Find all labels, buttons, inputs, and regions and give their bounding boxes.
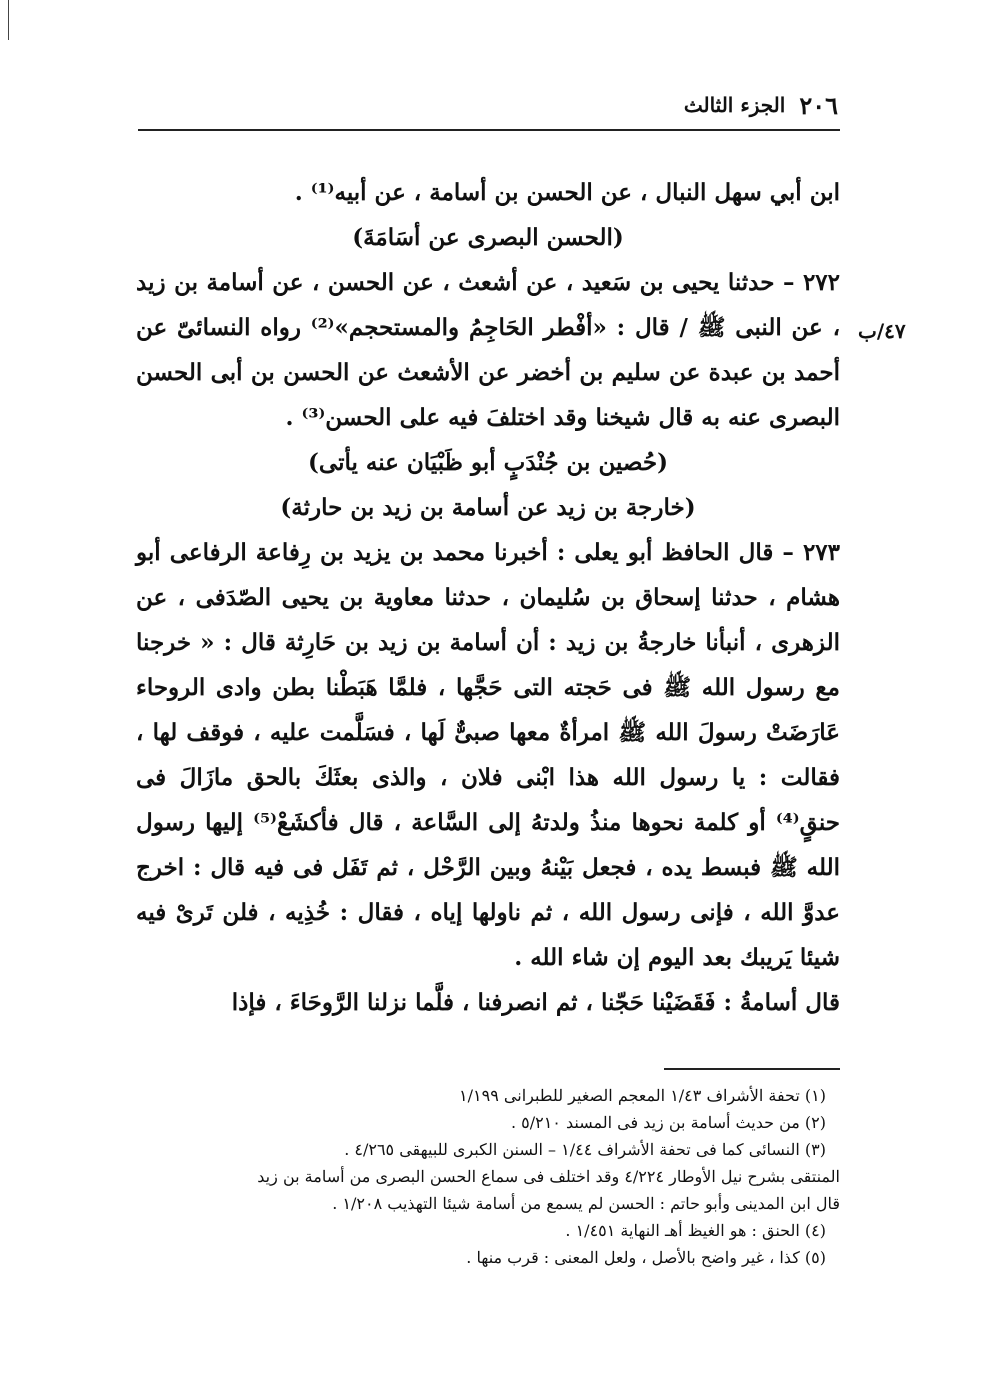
hadith-273: ٢٧٣ – قال الحافظ أبو يعلى : أخبرنا محمد بن يزيد بن رِفاعة الرفاعى أبو هشام ، حدثنا إسحاق بن سُليمان ، حدثنا معاوية بن يحيى الصّدَفى ، عن الزهرى ، أنبأنا خارجةُ بن زيد : أن أسامة بن زيد بن حَارِثة قال : « خرجنا مع رسول الله ﷺ فى حَجته التى حَجَّها ، فلمَّا هَبَطْنا بطن وادى الروحاء عَارَضَتْ رسولَ الله ﷺ امرأةٌ معها صبىٌّ لَها ، فسَلَّمت عليه ، فوقف لها ، فقالت : يا رسول الله هذا ابْنى فلان ، والذى بعثَكَ بالحق مازَالَ فى حنقٍ⁽⁴⁾ أو كلمة نحوها منذُ ولدتهُ إلى السَّاعة ، قال فأكشَعْ⁽⁵⁾ إليها رسول الله ﷺ فبسط يده ، فجعل بَيْنهُ وبين الرَّحْل ، ثم تَفَل فى فيه قال : اخرج عدوَّ الله ، فإنى رسول الله ، ثم ناولها إياه ، فقال : خُذِيه ، فلن تَرىْ فيه شيئا يَريبك بعد اليوم إن شاء الله .	[136, 539, 840, 971]
footnotes	[136, 1082, 840, 1271]
hadith-272: ٢٧٢ – حدثنا يحيى بن سَعيد ، عن أشعث ، عن الحسن ، عن أسامة بن زيد ، عن النبى ﷺ / قال : «أفْطر الحَاجِمُ والمستحجم»⁽²⁾ رواه النسائىّ عن أحمد بن عبدة عن سليم بن أخضر عن الأشعث عن الحسن بن أبى الحسن البصرى عنه به قال شيخنا وقد اختلفَ فيه على الحسن⁽³⁾ .	[136, 269, 840, 431]
footnote-3-continued-2: قال ابن المدينى وأبو حاتم : الحسن لم يسمع من أسامة شيئا التهذيب ١/٢٠٨ .	[332, 1194, 840, 1213]
section-heading-kharija: (خارجة بن زيد عن أسامة بن زيد بن حارثة)	[280, 494, 696, 521]
footnote-2: (٢) من حديث أسامة بن زيد فى المسند ٥/٢١٠ .	[510, 1113, 826, 1132]
page-number: ٢٠٦	[799, 90, 838, 120]
margin-folio-note: ٤٧/ب	[858, 319, 906, 343]
paragraph-continuation: ابن أبي سهل النبال ، عن الحسن بن أسامة ، عن أبيه⁽¹⁾ .	[294, 179, 840, 206]
section-heading-hasan-basri: (الحسن البصرى عن أسَامَةَ)	[352, 224, 624, 251]
main-text	[136, 170, 840, 1025]
scan-edge-line	[8, 0, 9, 40]
paragraph-usama: قال أسامةُ : فَقَضَيْنا حَجّنا ، ثم انصرفنا ، فلَّما نزلنا الرَّوحَاءَ ، فإذا	[231, 989, 840, 1016]
section-heading-husayn: (حُصين بن جُنْدَبٍ أبو ظَبْيَان عنه يأتى)	[308, 449, 668, 476]
footnote-3-continued: المنتقى بشرح نيل الأوطار ٤/٢٢٤ وقد اختلف فى سماع الحسن البصرى من أسامة بن زيد	[257, 1167, 840, 1186]
footnote-rule	[664, 1068, 840, 1070]
volume-title: الجزء الثالث	[683, 93, 786, 117]
footnote-3: (٣) النسائى كما فى تحفة الأشراف ١/٤٤ – السنن الكبرى للبيهقى ٤/٢٦٥ .	[344, 1140, 826, 1159]
header-rule	[138, 129, 840, 131]
footnote-5: (٥) كذا ، غير واضح بالأصل ، ولعل المعنى : قرب منها .	[466, 1248, 826, 1267]
footnote-1: (١) تحفة الأشراف ١/٤٣ المعجم الصغير للطبرانى ١/١٩٩	[459, 1086, 826, 1105]
running-header	[138, 86, 838, 124]
footnote-4: (٤) الحنق : هو الغيظ أهـ النهاية ١/٤٥١ .	[565, 1221, 826, 1240]
